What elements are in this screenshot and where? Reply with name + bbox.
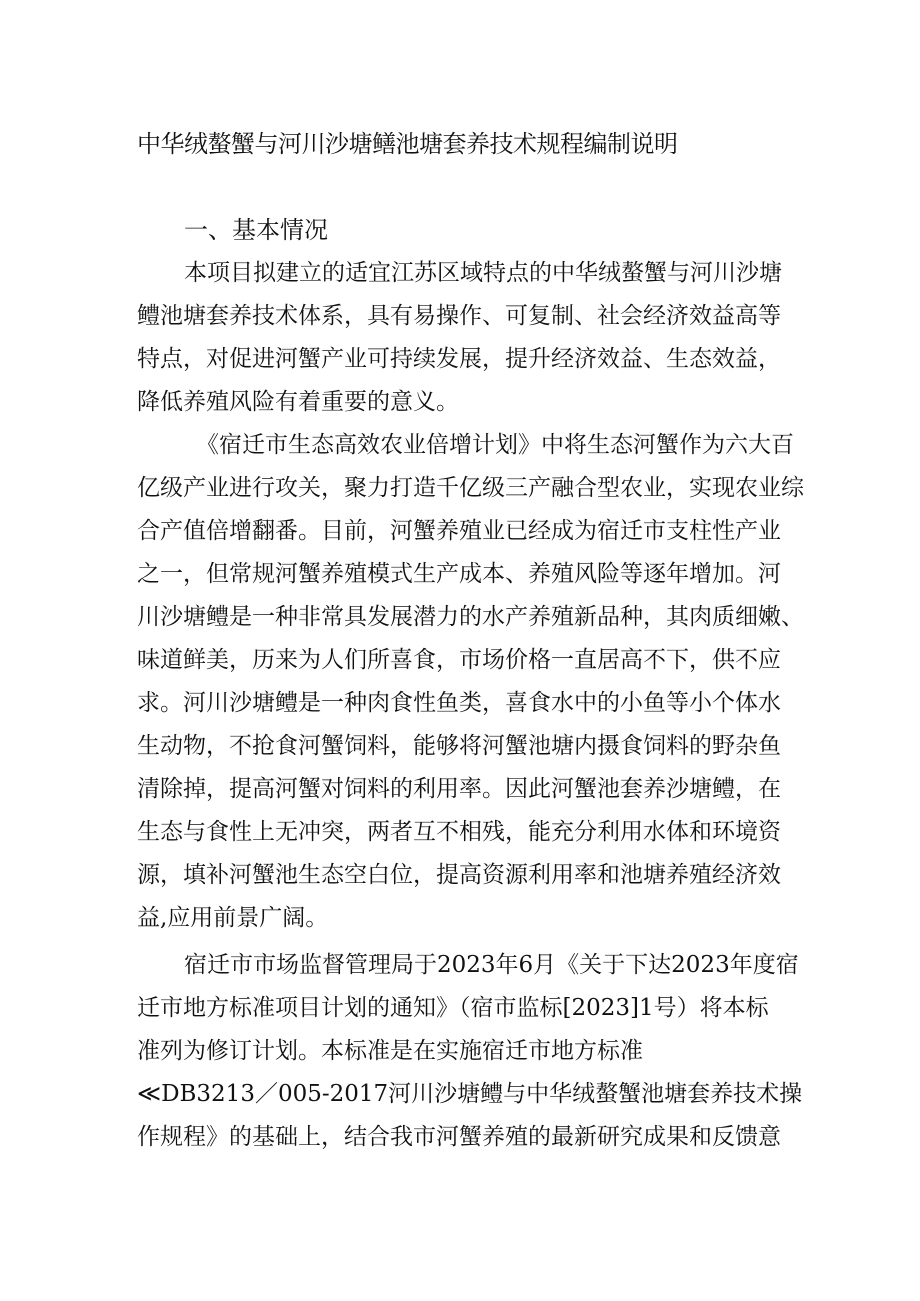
- paragraph-line: 作规程》的基础上，结合我市河蟹养殖的最新研究成果和反馈意: [137, 1124, 781, 1150]
- paragraph-line: 生态与食性上无冲突，两者互不相残，能充分利用水体和环境资: [137, 819, 781, 845]
- paragraph-line: 《宿迁市生态高效农业倍增计划》中将生态河蟹作为六大百: [196, 432, 794, 458]
- paragraph-line: ≪DB3213／005-2017河川沙塘鳢与中华绒螯蟹池塘套养技术操: [137, 1081, 803, 1107]
- paragraph-line: 迁市地方标准项目计划的通知》（宿市监标[2023]1号）将本标: [137, 995, 769, 1021]
- paragraph-line: 特点，对促进河蟹产业可持续发展，提升经济效益、生态效益，: [137, 346, 781, 372]
- document-title: 中华绒螯蟹与河川沙塘鳝池塘套养技术规程编制说明: [137, 130, 678, 158]
- paragraph-line: 之一，但常规河蟹养殖模式生产成本、养殖风险等逐年增加。河: [137, 561, 781, 587]
- paragraph-line: 味道鲜美，历来为人们所喜食，市场价格一直居高不下，供不应: [137, 647, 781, 673]
- paragraph-line: 降低养殖风险有着重要的意义。: [137, 389, 459, 415]
- paragraph-line: 源，填补河蟹池生态空白位，提高资源利用率和池塘养殖经济效: [137, 862, 781, 888]
- paragraph-line: 益,应用前景广阔。: [137, 905, 329, 931]
- paragraph-line: 鳢池塘套养技术体系，具有易操作、可复制、社会经济效益高等: [137, 303, 781, 329]
- paragraph-line: 清除掉，提高河蟹对饲料的利用率。因此河蟹池套养沙塘鳢，在: [137, 776, 781, 802]
- section-heading: 一、基本情况: [184, 216, 328, 244]
- paragraph-line: 川沙塘鳢是一种非常具发展潜力的水产养殖新品种，其肉质细嫩、: [137, 604, 804, 630]
- paragraph-line: 本项目拟建立的适宜江苏区域特点的中华绒螯蟹与河川沙塘: [184, 260, 782, 286]
- paragraph-line: 求。河川沙塘鳢是一种肉食性鱼类，喜食水中的小鱼等小个体水: [137, 690, 781, 716]
- paragraph-line: 宿迁市市场监督管理局于2023年6月《关于下达2023年度宿: [184, 952, 799, 978]
- paragraph-line: 准列为修订计划。本标准是在实施宿迁市地方标准: [137, 1038, 643, 1064]
- paragraph-line: 合产值倍增翻番。目前，河蟹养殖业已经成为宿迁市支柱性产业: [137, 518, 781, 544]
- paragraph-line: 生动物，不抢食河蟹饲料，能够将河蟹池塘内摄食饲料的野杂鱼: [137, 733, 781, 759]
- paragraph-line: 亿级产业进行攻关，聚力打造千亿级三产融合型农业，实现农业综: [137, 475, 804, 501]
